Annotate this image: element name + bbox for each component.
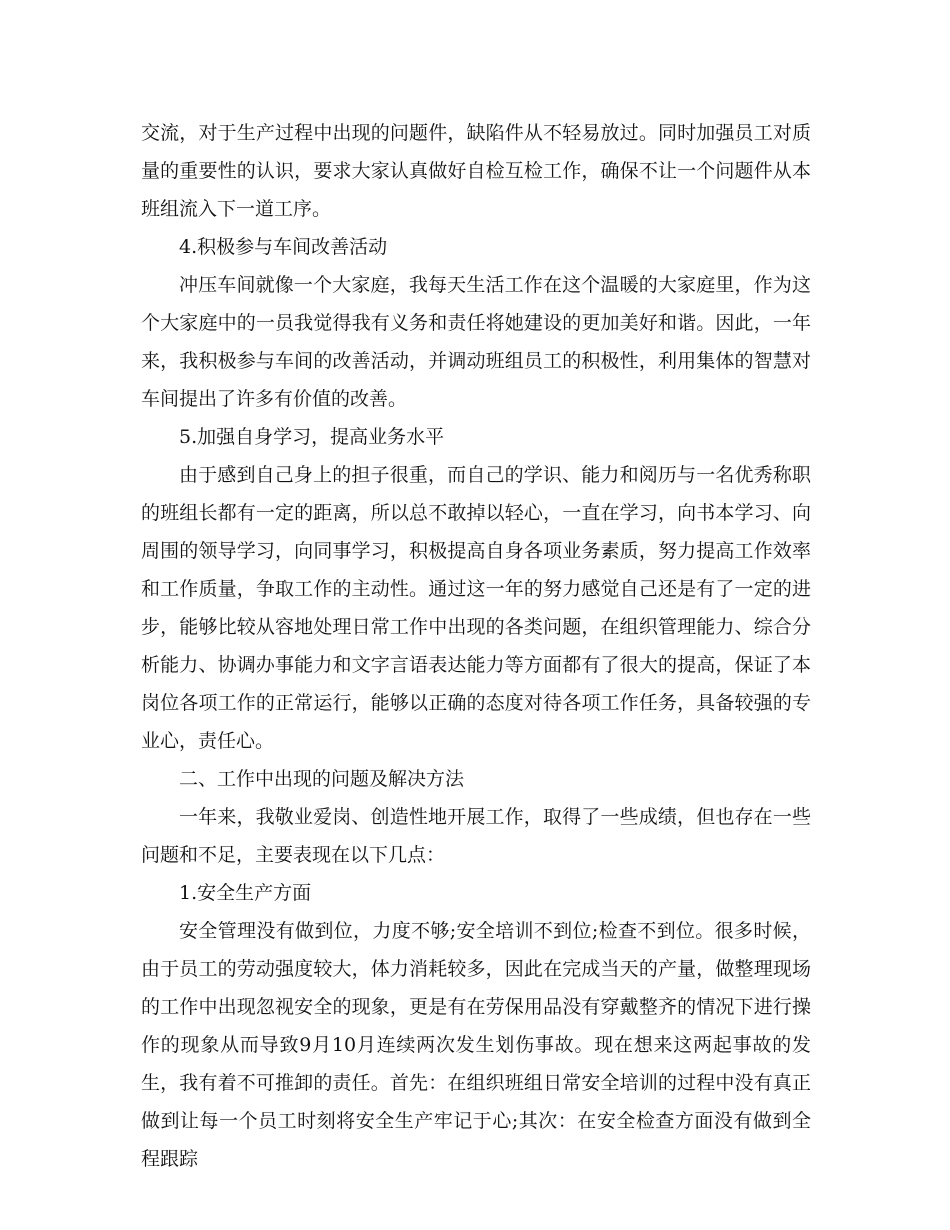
heading-self-study: 5.加强自身学习，提高业务水平 bbox=[179, 426, 445, 448]
paragraph-self-study: 由于感到自己身上的担子很重，而自己的学识、能力和阅历与一名优秀称职的班组长都有一定的距离，所以总不敢掉以轻心，一直在学习，向书本学习、向周围的领导学习，向同事学习，积极提高自身各项业务素质，努力提高工作效率和工作质量，争取工作的主动性。通过这一年的努力感觉自己还是有了一定的进步，能够比较从容地处理日常工作中出现的各类问题，在组织管理能力、综合分析能力、协调办事能力和文字言语表达能力等方面都有了很大的提高，保证了本岗位各项工作的正常运行，能够以正确的态度对待各项工作任务，具备较强的专业心，责任心。 bbox=[141, 464, 811, 752]
paragraph-safety-production: 安全管理没有做到位，力度不够;安全培训不到位;检查不到位。很多时候，由于员工的劳动强度较大，体力消耗较多，因此在完成当天的产量，做整理现场的工作中出现忽视安全的现象，更是有在劳保用品没有穿戴整齐的情况下进行操作的现象从而导致9月10月连续两次发生划伤事故。现在想来这两起事故的发生，我有着不可推卸的责任。首先：在组织班组日常安全培训的过程中没有真正做到让每一个员工时刻将安全生产牢记于心;其次：在安全检查方面没有做到全程跟踪 bbox=[141, 920, 811, 1170]
heading-workshop-improvement: 4.积极参与车间改善活动 bbox=[179, 236, 388, 258]
document-body bbox=[141, 114, 811, 1178]
paragraph-quality-continuation: 交流，对于生产过程中出现的问题件，缺陷件从不轻易放过。同时加强员工对质量的重要性的认识，要求大家认真做好自检互检工作，确保不让一个问题件从本班组流入下一道工序。 bbox=[141, 122, 811, 220]
heading-safety-production: 1.安全生产方面 bbox=[179, 882, 312, 904]
paragraph-problems-intro: 一年来，我敬业爱岗、创造性地开展工作，取得了一些成绩，但也存在一些问题和不足，主要表现在以下几点： bbox=[141, 806, 811, 866]
paragraph-workshop-improvement: 冲压车间就像一个大家庭，我每天生活工作在这个温暖的大家庭里，作为这个大家庭中的一员我觉得我有义务和责任将她建设的更加美好和谐。因此，一年来，我积极参与车间的改善活动，并调动班组员工的积极性，利用集体的智慧对车间提出了许多有价值的改善。 bbox=[141, 274, 811, 410]
heading-problems-and-solutions: 二、工作中出现的问题及解决方法 bbox=[179, 768, 465, 790]
